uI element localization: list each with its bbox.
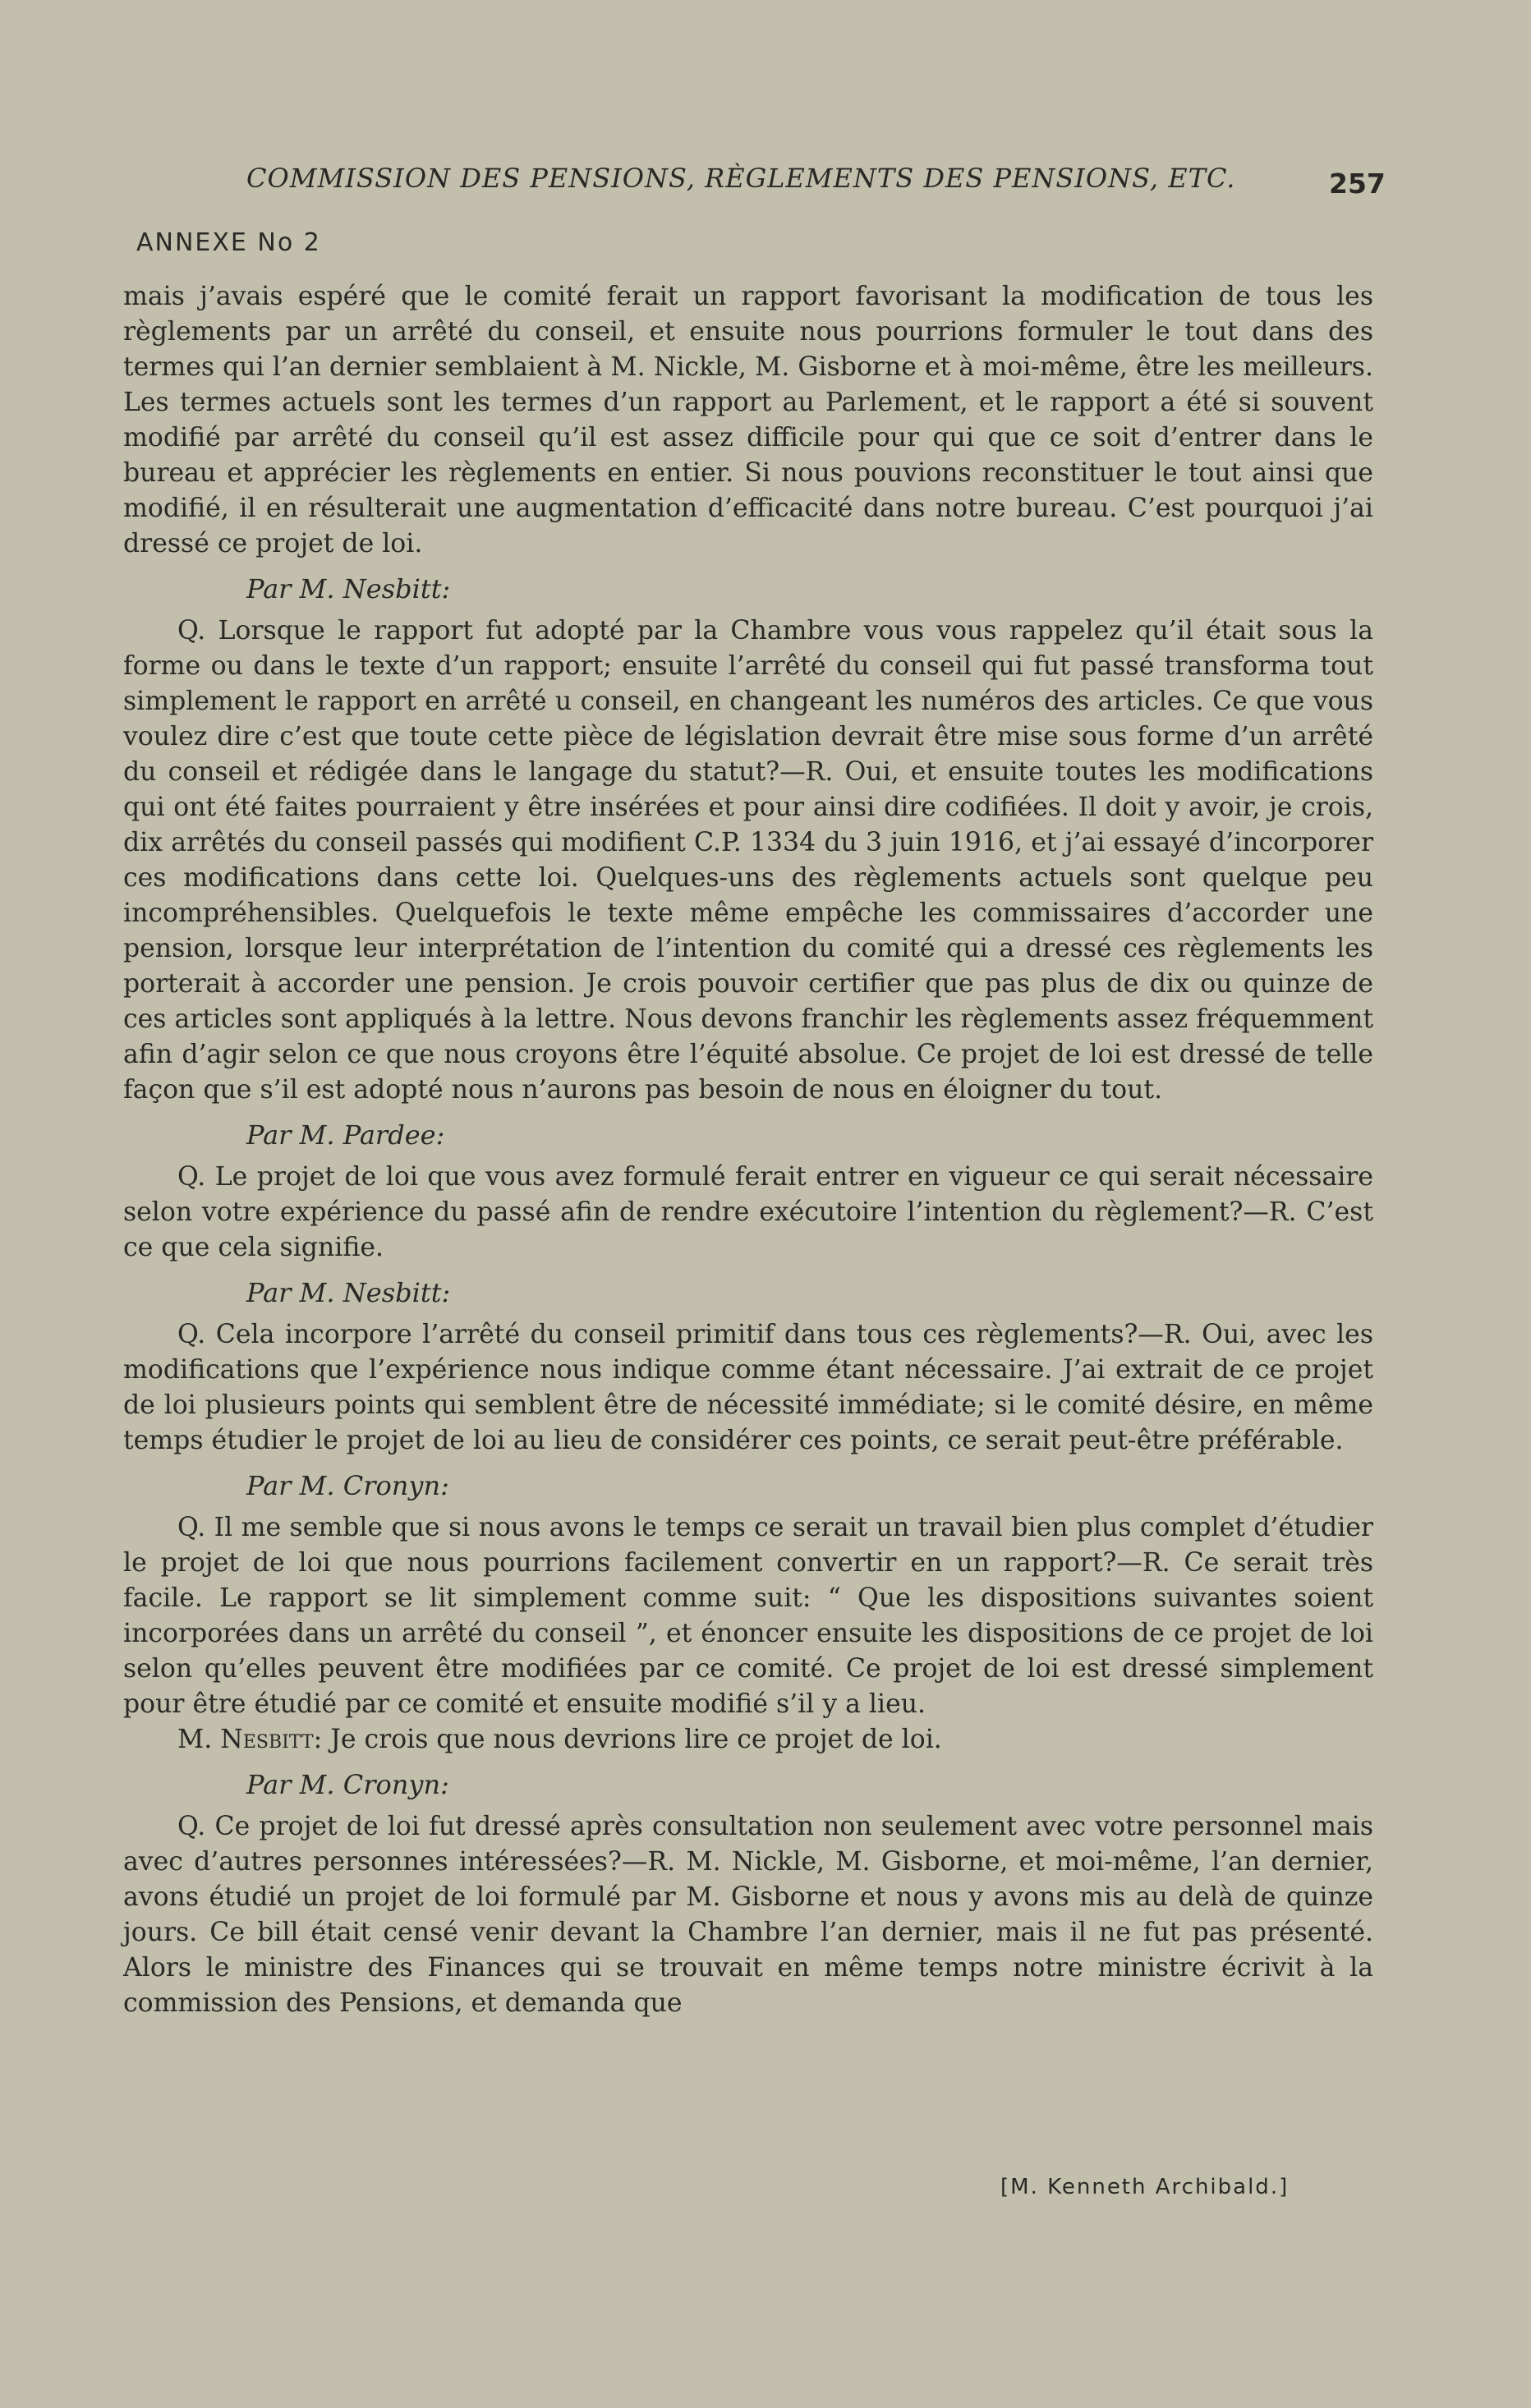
paragraph: Q. Il me semble que si nous avons le temps ce serait un travail bien plus complet d’étudier le projet de loi que nous pourrions facilement convertir en un rapport?—R. Ce serait très facile. Le rapport se lit simplement comme suit: “ Que les dispositions suivantes soient incorporées dans un arrêté du conseil ”, et énoncer ensuite les dispositions de ce projet de loi selon qu’elles peuvent être modifiées par ce comité. Ce projet de loi est dressé simplement pour être étudié par ce comité et ensuite modifié s’il y a lieu. (123, 1513, 1373, 1719)
running-title: COMMISSION DES PENSIONS, RÈGLEMENTS DES PENSIONS, ETC. (246, 163, 1236, 194)
page-number: 257 (1329, 168, 1386, 200)
paragraph: Q. Lorsque le rapport fut adopté par la Chambre vous vous rappelez qu’il était sous la forme ou dans le texte d’un rapport; ensuite l’arrêté du conseil qui fut passé transforma tout simplement le rapport en arrêté u conseil, en changeant les numéros des articles. Ce que vous voulez dire c’est que toute cette pièce de législation devrait être mise sous forme d’un arrêté du conseil et rédigée dans le langage du statut?—R. Oui, et ensuite toutes les modifications qui ont été faites pourraient y être insérées et pour ainsi dire codifiées. Il doit y avoir, je crois, dix arrêtés du conseil passés qui modifient C.P. 1334 du 3 juin 1916, et j’ai essayé d’incorporer ces modifications dans cette loi. Quelques-uns des règlements actuels sont quelque peu incompréhensibles. Quelquefois le texte même empêche les commissaires d’accorder une pension, lorsque leur interprétation de l’intention du comité qui a dressé ces règlements les porterait à accorder une pension. Je crois pouvoir certifier que pas plus de dix ou quinze de ces articles sont appliqués à la lettre. Nous devons franchir les règlements assez fréquemment afin d’agir selon ce que nous croyons être l’équité absolue. Ce projet de loi est dressé de telle façon que s’il est adopté nous n’aurons pas besoin de nous en éloigner du tout. (123, 616, 1373, 1105)
speaker-heading: Par M. Cronyn: (246, 1470, 449, 1501)
speaker-heading: Par M. Pardee: (246, 1119, 445, 1151)
speaker-heading: Par M. Cronyn: (246, 1769, 449, 1800)
paragraph-text: Je crois que nous devrions lire ce projet de loi. (330, 1725, 942, 1754)
speaker-name: M. Nesbitt (177, 1725, 314, 1754)
paragraph (123, 1722, 1373, 1758)
paragraph: Q. Ce projet de loi fut dressé après consultation non seulement avec votre personnel mais avec d’autres personnes intéressées?—R. M. Nickle, M. Gisborne, et moi-même, l’an dernier, avons étudié un projet de loi formulé par M. Gisborne et nous y avons mis au delà de quinze jours. Ce bill était censé venir devant la Chambre l’an dernier, mais il ne fut pas présenté. Alors le ministre des Finances qui se trouvait en même temps notre ministre écrivit à la commission des Pensions, et demanda que (123, 1812, 1373, 2018)
paragraph: Q. Cela incorpore l’arrêté du conseil primitif dans tous ces règlements?—R. Oui, avec les modifications que l’expérience nous indique comme étant nécessaire. J’ai extrait de ce projet de loi plusieurs points qui semblent être de nécessité immédiate; si le comité désire, en même temps étudier le projet de loi au lieu de considérer ces points, ce serait peut-être préférable. (123, 1320, 1373, 1455)
speaker-separator: : (313, 1725, 331, 1754)
body-text (123, 279, 1373, 2021)
speaker-heading: Par M. Nesbitt: (246, 573, 451, 604)
speaker-heading: Par M. Nesbitt: (246, 1277, 451, 1308)
paragraph: Q. Le projet de loi que vous avez formulé ferait entrer en vigueur ce qui serait nécessaire selon votre expérience du passé afin de rendre exécutoire l’intention du règlement?—R. C’est ce que cela signifie. (123, 1162, 1373, 1262)
paragraph: mais j’avais espéré que le comité ferait un rapport favorisant la modification de tous les règlements par un arrêté du conseil, et ensuite nous pourrions formuler le tout dans des termes qui l’an dernier semblaient à M. Nickle, M. Gisborne et à moi-même, être les meilleurs. Les termes actuels sont les termes d’un rapport au Parlement, et le rapport a été si souvent modifié par arrêté du conseil qu’il est assez difficile pour qui que ce soit d’entrer dans le bureau et apprécier les règlements en entier. Si nous pouvions reconstituer le tout ainsi que modifié, il en résulterait une augmentation d’efficacité dans notre bureau. C’est pourquoi j’ai dressé ce projet de loi. (123, 282, 1373, 558)
annex-label: ANNEXE No 2 (136, 228, 321, 257)
signature: [M. Kenneth Archibald.] (1000, 2175, 1290, 2199)
